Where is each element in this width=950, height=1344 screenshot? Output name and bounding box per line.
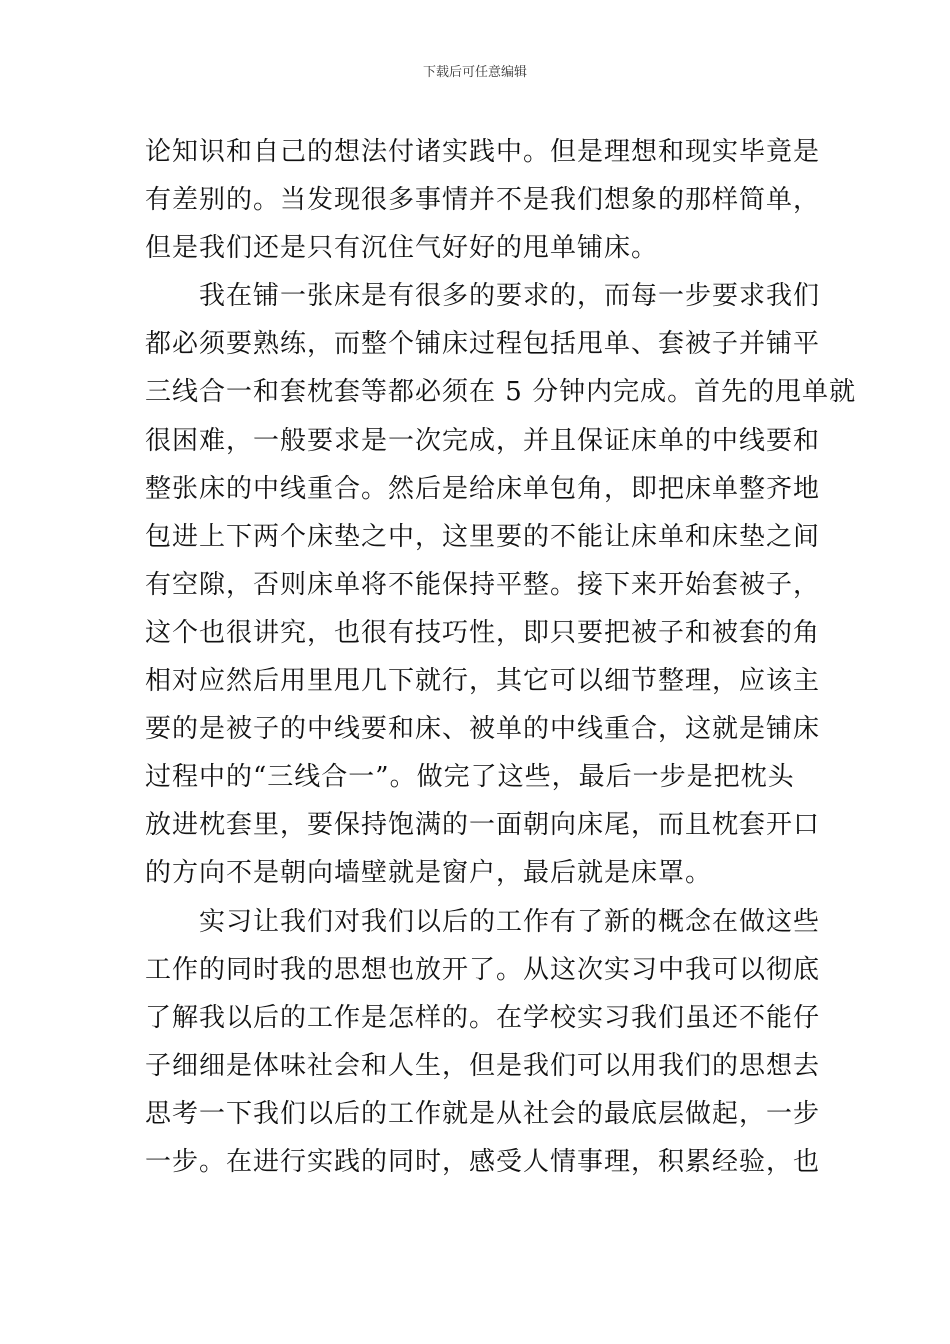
document-body xyxy=(145,128,857,1186)
page-header: 下载后可任意编辑 xyxy=(422,65,527,80)
text-line: 的方向不是朝向墙壁就是窗户，最后就是床罩。 xyxy=(145,858,713,889)
text-line: 有差别的。当发现很多事情并不是我们想象的那样简单， xyxy=(145,185,821,216)
text-line: 都必须要熟练，而整个铺床过程包括甩单、套被子并铺平 xyxy=(145,329,821,360)
text-line: 这个也很讲究，也很有技巧性，即只要把被子和被套的角 xyxy=(145,617,821,648)
text-line: 要的是被子的中线要和床、被单的中线重合，这就是铺床 xyxy=(145,714,821,745)
text-line: 很困难，一般要求是一次完成，并且保证床单的中线要和 xyxy=(145,425,821,456)
text-line: 相对应然后用里甩几下就行，其它可以细节整理，应该主 xyxy=(145,666,821,697)
text-line: 有空隙，否则床单将不能保持平整。接下来开始套被子， xyxy=(145,569,821,600)
text-line: 我在铺一张床是有很多的要求的，而每一步要求我们 xyxy=(145,281,821,312)
text-line: 思考一下我们以后的工作就是从社会的最底层做起，一步 xyxy=(145,1098,821,1129)
text-line: 实习让我们对我们以后的工作有了新的概念在做这些 xyxy=(145,906,821,937)
text-line: 包进上下两个床垫之中，这里要的不能让床单和床垫之间 xyxy=(145,521,821,552)
text-line: 一步。在进行实践的同时，感受人情事理，积累经验，也 xyxy=(145,1146,821,1177)
text-line: 三线合一和套枕套等都必须在 5 分钟内完成。首先的甩单就 xyxy=(145,377,857,408)
text-line: 放进枕套里，要保持饱满的一面朝向床尾，而且枕套开口 xyxy=(145,810,821,841)
text-line: 论知识和自己的想法付诸实践中。但是理想和现实毕竟是 xyxy=(145,137,821,167)
text-line: 工作的同时我的思想也放开了。从这次实习中我可以彻底 xyxy=(145,954,821,985)
text-line: 过程中的“三线合一”。做完了这些，最后一步是把枕头 xyxy=(145,762,795,793)
text-line: 子细细是体味社会和人生，但是我们可以用我们的思想去 xyxy=(145,1050,821,1081)
text-line: 但是我们还是只有沉住气好好的甩单铺床。 xyxy=(145,233,659,264)
text-line: 整张床的中线重合。然后是给床单包角，即把床单整齐地 xyxy=(145,473,821,504)
text-line: 了解我以后的工作是怎样的。在学校实习我们虽还不能仔 xyxy=(145,1002,821,1033)
